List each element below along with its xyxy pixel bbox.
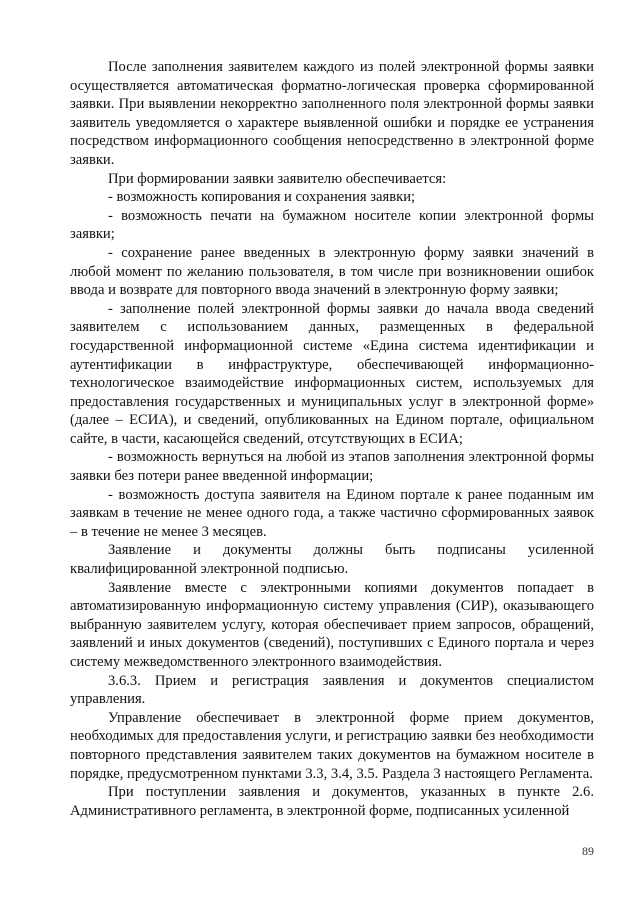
paragraph-signature: Заявление и документы должны быть подписаны усиленной квалифицированной электронной подписью. (70, 542, 594, 578)
paragraph-sir-system: Заявление вместе с электронными копиями документов попадает в автоматизированную информационную систему управления (СИР), оказывающего выбранную заявителем услугу, которая обеспечивает прием запросов, обращений, заявлений и иных документов (сведений), поступивших с Единого портала и через систему межведомственного электронного взаимодействия. (70, 579, 594, 670)
list-item-access-history: - возможность доступа заявителя на Едином портале к ранее поданным им заявкам в течение не менее одного года, а также частично сформированных заявок – в течение не менее 3 месяцев. (70, 486, 594, 540)
list-item-print: - возможность печати на бумажном носителе копии электронной формы заявки; (70, 207, 594, 243)
section-heading-3-6-3: 3.6.3. Прием и регистрация заявления и документов специалистом управления. (70, 672, 594, 708)
document-body (70, 58, 594, 820)
list-item-save-values: - сохранение ранее введенных в электронную форму заявки значений в любой момент по желанию пользователя, в том числе при возникновении ошибок ввода и возврате для повторного ввода значений в электронную форму заявки; (70, 244, 594, 299)
list-item-autofill-esia: - заполнение полей электронной формы заявки до начала ввода сведений заявителем с использованием данных, размещенных в федеральной государственной информационной системе «Едина система идентификации и аутентификации в инфраструктуре, обеспечивающей информационно-технологическое взаимодействие информационных систем, используемых для предоставления государственных и муниципальных услуг в электронной форме» (далее – ЕСИА), и сведений, опубликованных на Едином портале, официальном сайте, в части, касающейся сведений, отсутствующих в ЕСИА; (70, 300, 594, 447)
paragraph-electronic-acceptance: Управление обеспечивает в электронной форме прием документов, необходимых для предоставления услуги, и регистрацию заявки без необходимости повторного представления заявителем таких документов на бумажном носителе в порядке, предусмотренном пунктами 3.3, 3.4, 3.5. Раздела 3 настоящего Регламента. (70, 709, 594, 782)
page-number: 89 (582, 844, 594, 858)
paragraph-validation: После заполнения заявителем каждого из полей электронной формы заявки осуществляется автоматическая форматно-логическая проверка сформированной заявки. При выявлении некорректно заполненного поля электронной формы заявки заявитель уведомляется о характере выявленной ошибки и порядке ее устранения посредством информационного сообщения непосредственно в электронной форме заявки. (70, 59, 594, 168)
list-item-copy-save: - возможность копирования и сохранения заявки; (108, 189, 416, 206)
paragraph-provisions-intro: При формировании заявки заявителю обеспечивается: (108, 170, 447, 187)
paragraph-receipt: При поступлении заявления и документов, указанных в пункте 2.6. Административного регламента, в электронной форме, подписанных усиленной (70, 784, 594, 819)
list-item-return-step: - возможность вернуться на любой из этапов заполнения электронной формы заявки без потери ранее введенной информации; (70, 449, 594, 485)
